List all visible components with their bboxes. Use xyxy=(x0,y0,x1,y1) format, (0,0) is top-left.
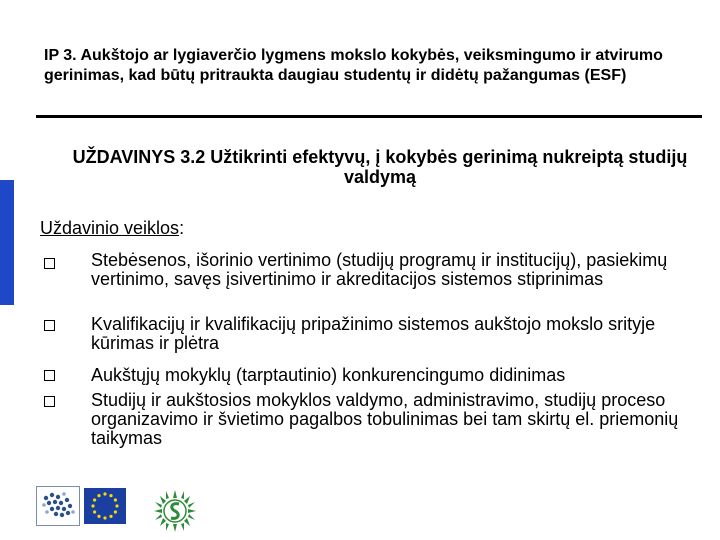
eu-flag-icon xyxy=(84,488,126,524)
page-title: IP 3. Aukštojo ar lygiaverčio lygmens mokslo kokybės, veiksmingumo ir atvirumo gerinimas, kad būtų pritraukta daugiau studentų ir didėtų pažangumas (ESF) xyxy=(44,47,663,84)
ministry-emblem-icon xyxy=(150,486,200,536)
dots-logo-icon xyxy=(36,486,80,526)
bullet-icon xyxy=(44,320,55,331)
activity-item-4: Studijų ir aukštosios mokyklos valdymo, administravimo, studijų proceso organizavimo ir švietimo pagalbos tobulinimas bei tam skirtų el. priemonių taikymas xyxy=(91,390,679,448)
title-divider xyxy=(36,115,702,118)
activities-label-text: Uždavinio veiklos xyxy=(40,218,180,238)
activity-item-3: Aukštųjų mokyklų (tarptautinio) konkurencingumo didinimas xyxy=(91,365,566,385)
left-accent-bar xyxy=(0,0,14,540)
bullet-icon xyxy=(44,396,55,407)
activity-item-1: Stebėsenos, išorinio vertinimo (studijų programų ir institucijų), pasiekimų vertinimo, savęs įsivertinimo ir akreditacijos sistemos stiprinimas xyxy=(91,250,668,289)
activities-label xyxy=(40,217,184,239)
activities-label-colon: : xyxy=(179,218,185,238)
task-title: UŽDAVINYS 3.2 Užtikrinti efektyvų, į kokybės gerinimą nukreiptą studijų valdymą xyxy=(72,147,688,187)
activity-item-2: Kvalifikacijų ir kvalifikacijų pripažinimo sistemos aukštojo mokslo srityje kūrimas ir plėtra xyxy=(91,314,656,353)
accent-blue-segment xyxy=(0,180,14,305)
bullet-icon xyxy=(44,258,55,269)
bullet-icon xyxy=(44,370,55,381)
